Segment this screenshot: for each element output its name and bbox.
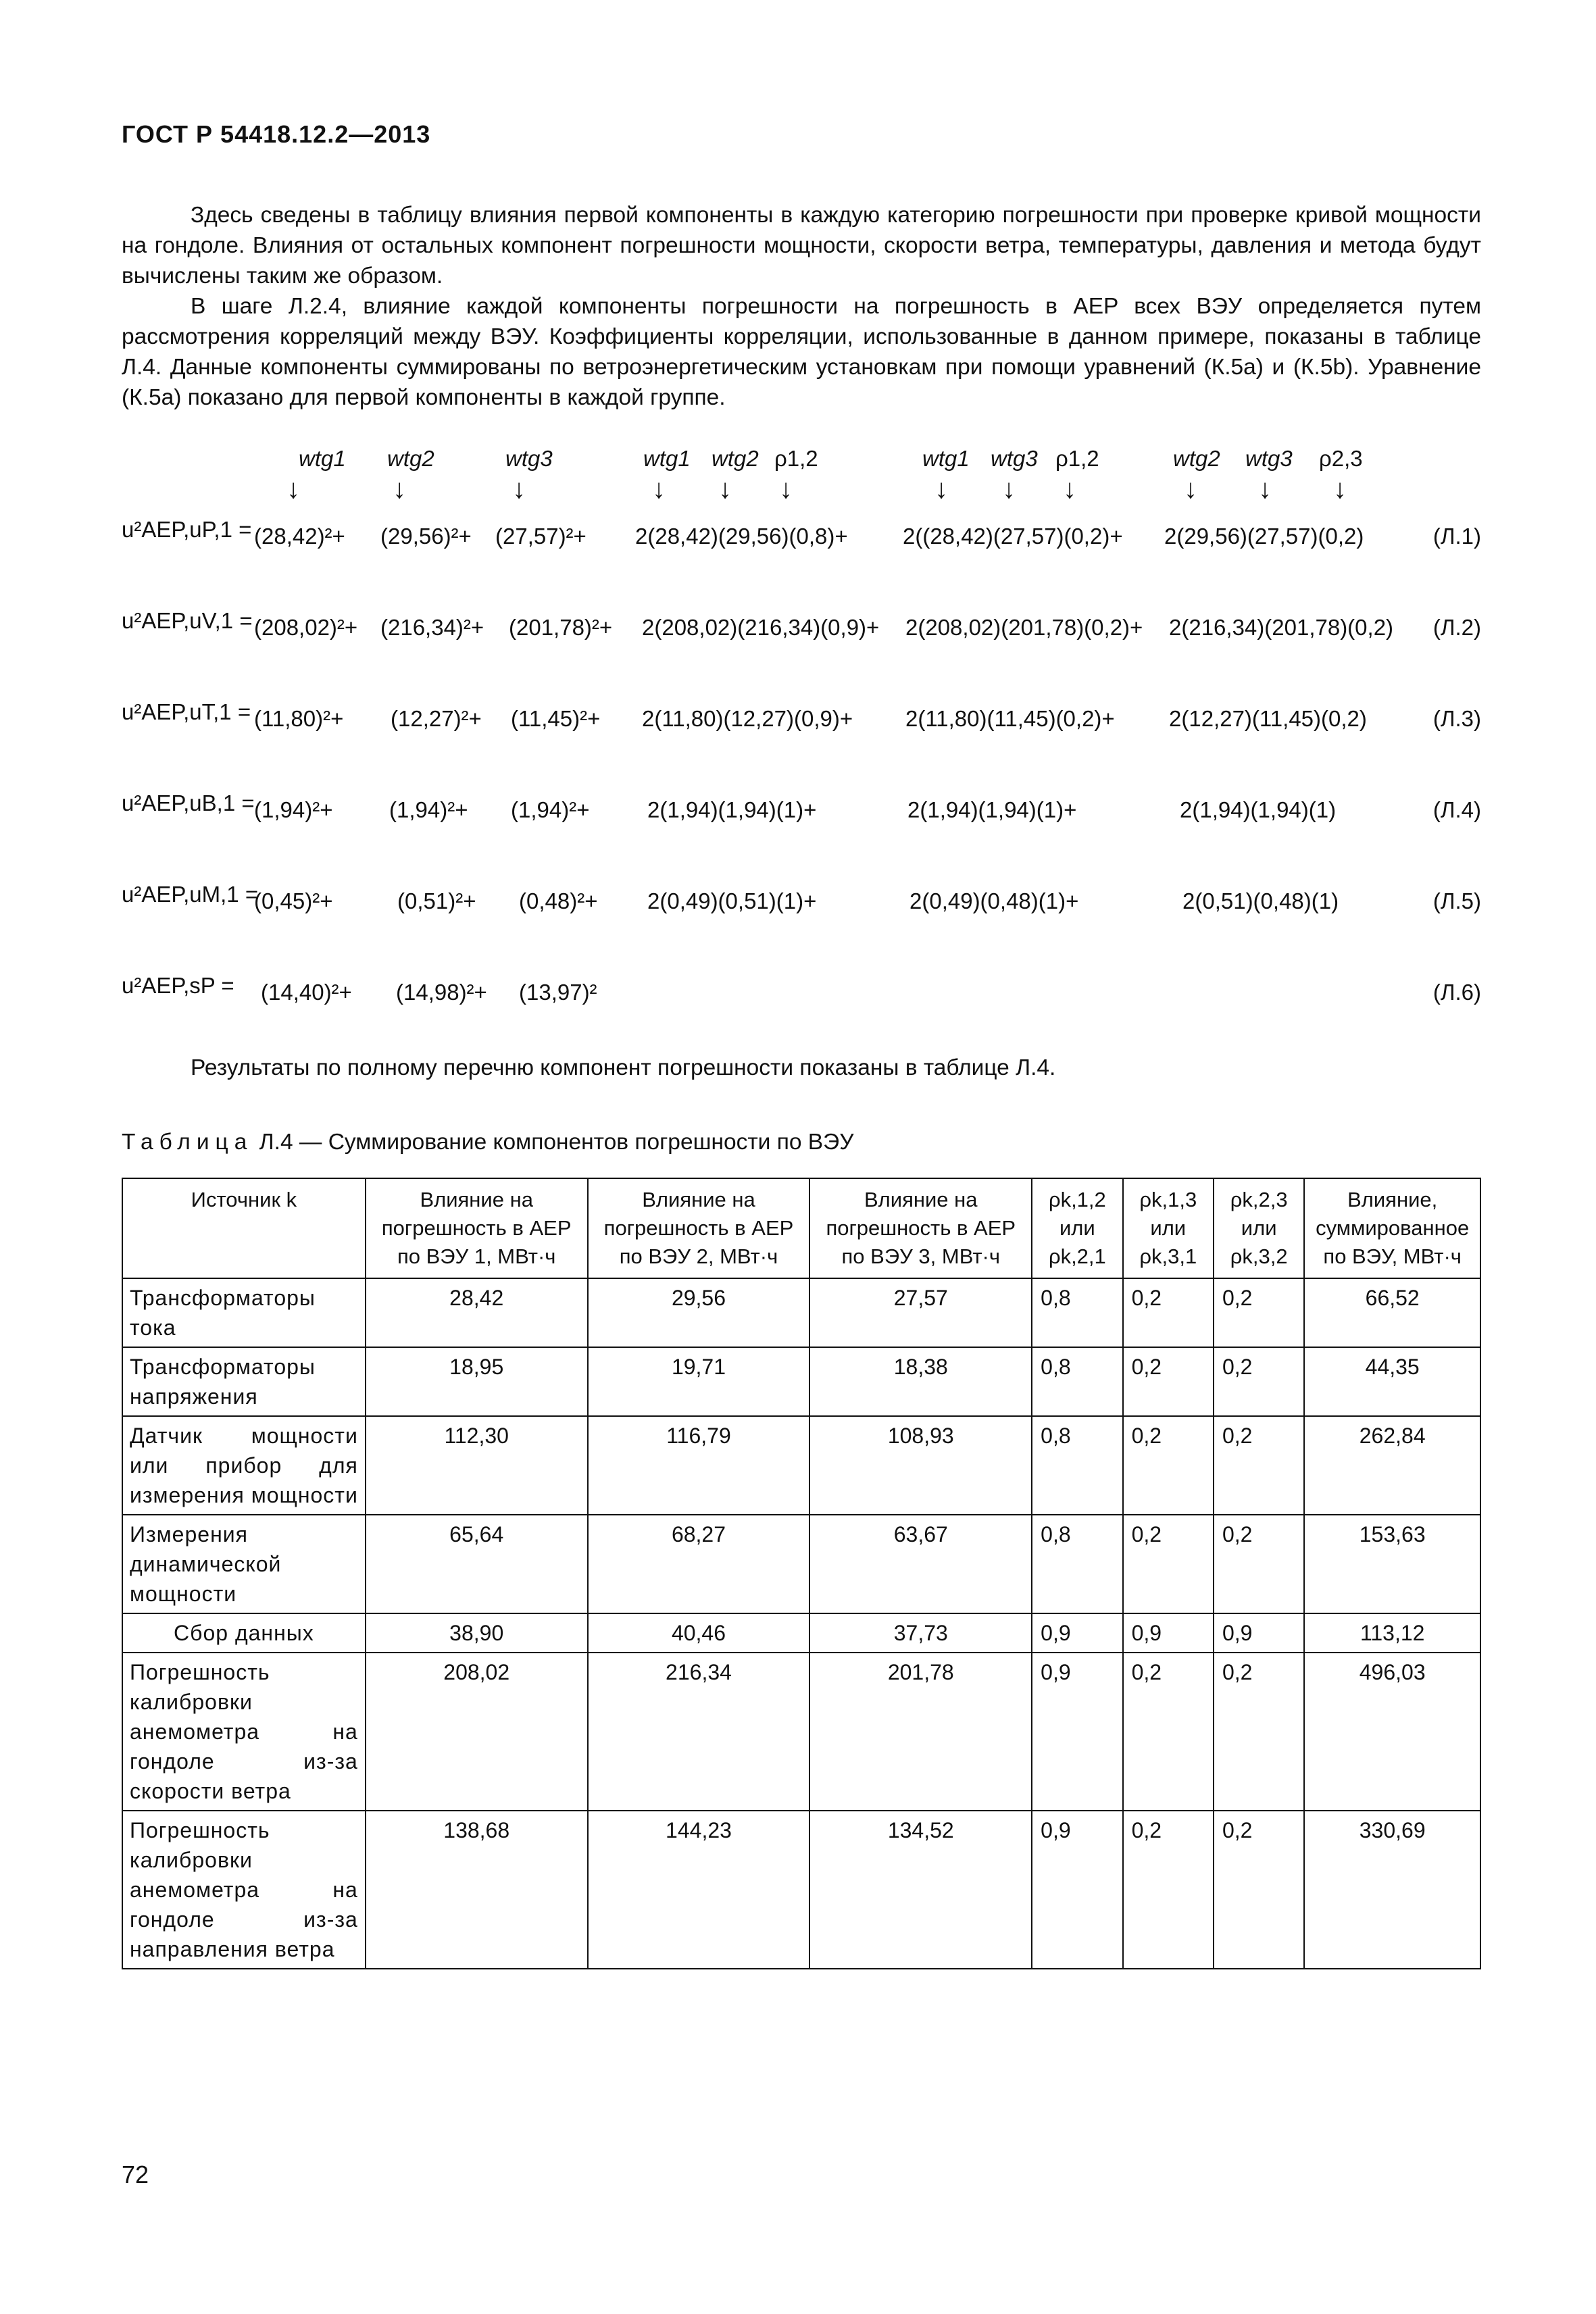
cell-sum: 153,63 (1304, 1515, 1480, 1613)
cell-wtg2: 29,56 (588, 1278, 810, 1347)
equation-term: (28,42)²+ (254, 524, 345, 549)
header-wtg3: Влияние на погрешность в AEP по ВЭУ 3, МВт·ч (809, 1178, 1032, 1278)
equation-term: 2(216,34)(201,78)(0,2) (1169, 615, 1394, 640)
equation-term: (201,78)²+ (509, 615, 613, 640)
equation-term: (0,51)²+ (397, 888, 476, 913)
cell-wtg1: 65,64 (366, 1515, 588, 1613)
paragraph-2: В шаге Л.2.4, влияние каждой компоненты погрешности на погрешность в AEP всех ВЭУ определяется путем рассмотрения корреляций между ВЭУ. Коэффициенты корреляции, использованные в данном примере, показаны в таблице Л.4. Данные компоненты суммированы по ветроэнергетическим установкам при помощи уравнений (К.5a) и (К.5b). Уравнение (К.5a) показано для первой компоненты в каждой группе. (122, 294, 1481, 410)
cell-source: Сбор данных (122, 1613, 366, 1653)
eq-label-wtg2: wtg2 (387, 446, 434, 471)
down-arrow-icon: ↓ (512, 474, 526, 504)
eq-label-rho: ρ1,2 (1055, 446, 1099, 471)
cell-sum: 44,35 (1304, 1347, 1480, 1416)
down-arrow-icon: ↓ (934, 474, 948, 504)
cell-source: Измерения динамической мощности (122, 1515, 366, 1613)
cell-wtg3: 18,38 (809, 1347, 1032, 1416)
equation-row (122, 973, 1481, 1013)
equation-term: 2(208,02)(216,34)(0,9)+ (642, 615, 880, 640)
cell-rho13: 0,2 (1123, 1278, 1214, 1347)
equation-number: (Л.5) (1432, 888, 1481, 913)
header-rho23: ρk,2,3 или ρk,3,2 (1214, 1178, 1304, 1278)
cell-wtg3: 27,57 (809, 1278, 1032, 1347)
cell-sum: 330,69 (1304, 1811, 1480, 1969)
equation-number: (Л.2) (1432, 615, 1481, 640)
equation-term: 2(29,56)(27,57)(0,2) (1164, 524, 1364, 549)
cell-rho13: 0,9 (1123, 1613, 1214, 1653)
equation-term: 2(1,94)(1,94)(1)+ (647, 797, 817, 822)
eq-label-wtg1: wtg1 (643, 446, 691, 471)
equation-term: 2(208,02)(201,78)(0,2)+ (905, 615, 1143, 640)
down-arrow-icon: ↓ (1184, 474, 1197, 504)
eq-label-wtg2: wtg2 (712, 446, 759, 471)
results-text: Результаты по полному перечню компонент погрешности показаны в таблице Л.4. (191, 1055, 1056, 1080)
table-row (122, 1613, 1480, 1653)
equation-term: (1,94)²+ (389, 797, 468, 822)
cell-rho13: 0,2 (1123, 1416, 1214, 1515)
table-caption-word: Таблица (122, 1130, 253, 1155)
equation-row (122, 882, 1481, 922)
equation-term: 2(1,94)(1,94)(1) (1180, 797, 1337, 822)
eq-label-wtg3: wtg3 (1245, 446, 1293, 471)
equation-term: 2(11,80)(11,45)(0,2)+ (905, 706, 1115, 731)
cell-rho12: 0,9 (1032, 1811, 1122, 1969)
paragraph-1: Здесь сведены в таблицу влияния первой компоненты в каждую категорию погрешности при проверке кривой мощности на гондоле. Влияния от остальных компонент погрешности мощности, скорости ветра, температуры, давления и метода будут вычислены таким же образом. (122, 203, 1481, 288)
cell-wtg3: 37,73 (809, 1613, 1032, 1653)
cell-wtg3: 134,52 (809, 1811, 1032, 1969)
equation-term: (0,48)²+ (519, 888, 598, 913)
equation-term: (12,27)²+ (391, 706, 482, 731)
equation-number: (Л.3) (1432, 706, 1481, 731)
cell-rho23: 0,2 (1214, 1347, 1304, 1416)
cell-wtg3: 108,93 (809, 1416, 1032, 1515)
equation-term: (11,45)²+ (511, 706, 601, 731)
equation-row (122, 517, 1481, 557)
equation-term: 2(11,80)(12,27)(0,9)+ (642, 706, 853, 731)
table-row (122, 1278, 1480, 1347)
cell-wtg1: 208,02 (366, 1653, 588, 1811)
equation-term: 2(12,27)(11,45)(0,2) (1169, 706, 1367, 731)
equation-row (122, 608, 1481, 649)
cell-rho23: 0,2 (1214, 1416, 1304, 1515)
cell-rho23: 0,2 (1214, 1278, 1304, 1347)
cell-wtg2: 116,79 (588, 1416, 810, 1515)
header-wtg2: Влияние на погрешность в AEP по ВЭУ 2, МВт·ч (588, 1178, 810, 1278)
down-arrow-icon: ↓ (1063, 474, 1076, 504)
equation-term: 2((28,42)(27,57)(0,2)+ (903, 524, 1123, 549)
eq-label-wtg3: wtg3 (991, 446, 1038, 471)
cell-source: Трансформаторы тока (122, 1278, 366, 1347)
equation-term: 2(28,42)(29,56)(0,8)+ (635, 524, 848, 549)
cell-source: Погрешность калибровки анемометра на гондоле из-за направления ветра (122, 1811, 366, 1969)
table-row (122, 1416, 1480, 1515)
down-arrow-icon: ↓ (1258, 474, 1272, 504)
equation-term: (27,57)²+ (495, 524, 587, 549)
cell-rho23: 0,9 (1214, 1613, 1304, 1653)
equation-lhs: u²AEP,uT,1 = (122, 699, 251, 724)
equation-lhs: u²AEP,uV,1 = (122, 608, 253, 633)
equation-number: (Л.6) (1432, 980, 1481, 1005)
table-caption (122, 1130, 853, 1155)
cell-rho13: 0,2 (1123, 1515, 1214, 1613)
equation-term: (0,45)²+ (254, 888, 333, 913)
table-row (122, 1653, 1480, 1811)
equation-term: (14,98)²+ (396, 980, 487, 1005)
table-row (122, 1811, 1480, 1969)
body-text (122, 200, 1481, 413)
cell-rho13: 0,2 (1123, 1347, 1214, 1416)
cell-sum: 113,12 (1304, 1613, 1480, 1653)
equation-lhs: u²AEP,sP = (122, 973, 234, 998)
down-arrow-icon: ↓ (1333, 474, 1347, 504)
cell-wtg2: 216,34 (588, 1653, 810, 1811)
cell-rho23: 0,2 (1214, 1811, 1304, 1969)
cell-rho12: 0,8 (1032, 1416, 1122, 1515)
cell-sum: 262,84 (1304, 1416, 1480, 1515)
cell-rho12: 0,8 (1032, 1515, 1122, 1613)
equation-row (122, 699, 1481, 740)
eq-label-wtg1: wtg1 (299, 446, 346, 471)
table-row (122, 1515, 1480, 1613)
eq-label-rho: ρ2,3 (1319, 446, 1363, 471)
cell-wtg1: 38,90 (366, 1613, 588, 1653)
cell-source: Трансформаторы напряжения (122, 1347, 366, 1416)
cell-sum: 66,52 (1304, 1278, 1480, 1347)
down-arrow-icon: ↓ (718, 474, 732, 504)
cell-rho13: 0,2 (1123, 1653, 1214, 1811)
cell-wtg2: 144,23 (588, 1811, 810, 1969)
cell-rho12: 0,9 (1032, 1653, 1122, 1811)
equation-term: (216,34)²+ (380, 615, 484, 640)
down-arrow-icon: ↓ (286, 474, 300, 504)
cell-sum: 496,03 (1304, 1653, 1480, 1811)
header-wtg1: Влияние на погрешность в AEP по ВЭУ 1, МВт·ч (366, 1178, 588, 1278)
eq-label-wtg2: wtg2 (1173, 446, 1220, 471)
equation-term: 2(1,94)(1,94)(1)+ (907, 797, 1077, 822)
down-arrow-icon: ↓ (393, 474, 406, 504)
cell-wtg2: 19,71 (588, 1347, 810, 1416)
equation-lhs: u²AEP,uB,1 = (122, 790, 255, 815)
header-sum: Влияние, суммированное по ВЭУ, МВт·ч (1304, 1178, 1480, 1278)
equation-block (122, 446, 1481, 1027)
cell-wtg1: 138,68 (366, 1811, 588, 1969)
down-arrow-icon: ↓ (652, 474, 666, 504)
cell-wtg1: 28,42 (366, 1278, 588, 1347)
header-rho13: ρk,1,3 или ρk,3,1 (1123, 1178, 1214, 1278)
equation-term: (208,02)²+ (254, 615, 358, 640)
equation-term: (14,40)²+ (261, 980, 352, 1005)
cell-rho23: 0,2 (1214, 1653, 1304, 1811)
cell-wtg1: 18,95 (366, 1347, 588, 1416)
cell-rho12: 0,8 (1032, 1278, 1122, 1347)
equation-term: (29,56)²+ (380, 524, 472, 549)
header-source: Источник k (122, 1178, 366, 1278)
document-header: ГОСТ Р 54418.12.2—2013 (122, 120, 431, 148)
equation-term: (1,94)²+ (511, 797, 590, 822)
cell-wtg3: 201,78 (809, 1653, 1032, 1811)
cell-rho12: 0,8 (1032, 1347, 1122, 1416)
table-caption-text: Л.4 — Суммирование компонентов погрешности по ВЭУ (259, 1130, 854, 1155)
down-arrow-icon: ↓ (1002, 474, 1016, 504)
eq-label-rho: ρ1,2 (774, 446, 818, 471)
cell-wtg3: 63,67 (809, 1515, 1032, 1613)
equation-term: (1,94)²+ (254, 797, 333, 822)
cell-rho23: 0,2 (1214, 1515, 1304, 1613)
cell-rho12: 0,9 (1032, 1613, 1122, 1653)
header-rho12: ρk,1,2 или ρk,2,1 (1032, 1178, 1122, 1278)
eq-label-wtg1: wtg1 (922, 446, 970, 471)
equation-term: (11,80)²+ (254, 706, 344, 731)
cell-wtg1: 112,30 (366, 1416, 588, 1515)
down-arrow-icon: ↓ (779, 474, 793, 504)
equation-term: 2(0,49)(0,51)(1)+ (647, 888, 817, 913)
cell-rho13: 0,2 (1123, 1811, 1214, 1969)
table-row (122, 1347, 1480, 1416)
table-header-row (122, 1178, 1480, 1278)
cell-source: Погрешность калибровки анемометра на гондоле из-за скорости ветра (122, 1653, 366, 1811)
equation-number: (Л.4) (1432, 797, 1481, 822)
equation-lhs: u²AEP,uP,1 = (122, 517, 252, 542)
equation-number: (Л.1) (1432, 524, 1481, 549)
equation-term: 2(0,49)(0,48)(1)+ (909, 888, 1079, 913)
page-number: 72 (122, 2161, 149, 2188)
cell-wtg2: 40,46 (588, 1613, 810, 1653)
equation-lhs: u²AEP,uM,1 = (122, 882, 259, 907)
cell-wtg2: 68,27 (588, 1515, 810, 1613)
summation-table (122, 1178, 1481, 1969)
eq-label-wtg3: wtg3 (505, 446, 553, 471)
equation-term: (13,97)² (519, 980, 597, 1005)
equation-term: 2(0,51)(0,48)(1) (1182, 888, 1339, 913)
equation-row (122, 790, 1481, 831)
cell-source: Датчик мощности или прибор для измерения мощности (122, 1416, 366, 1515)
